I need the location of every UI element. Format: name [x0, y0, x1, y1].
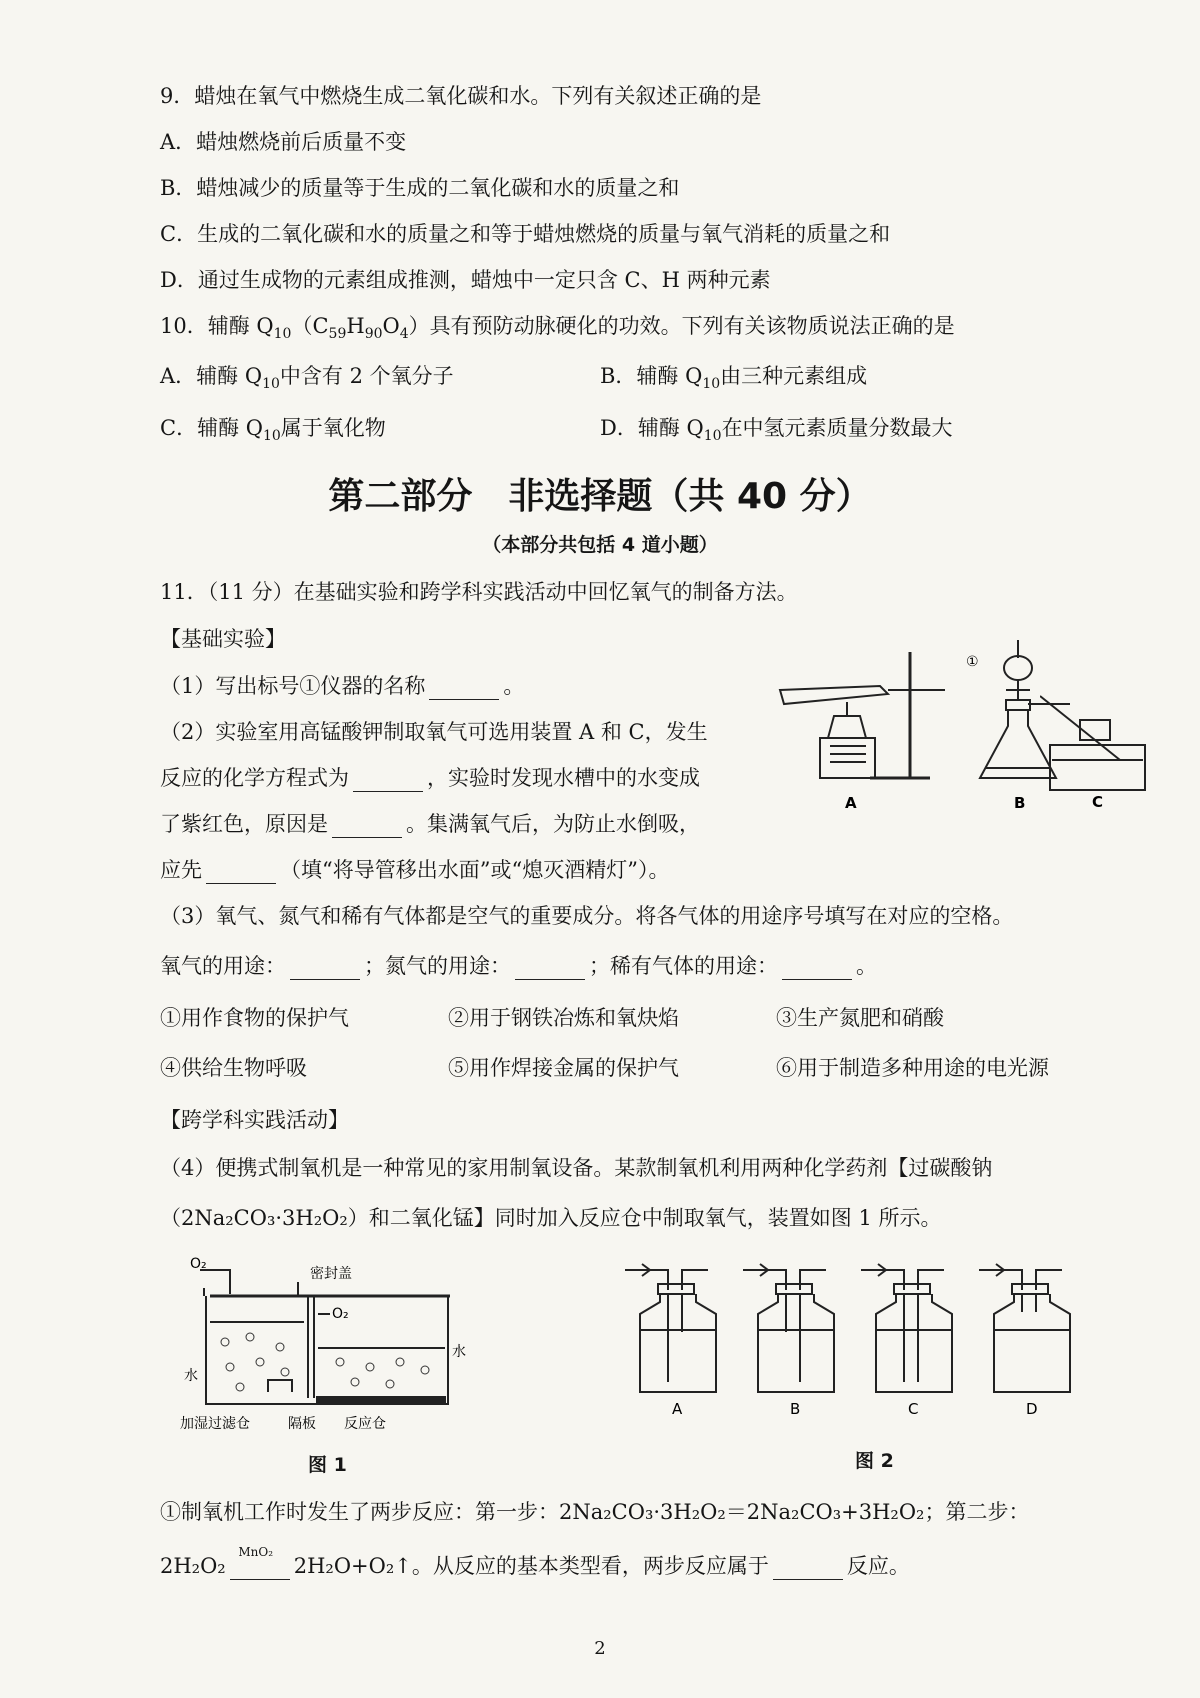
- q11-part3-answers: 氧气的用途： ；氮气的用途： ；稀有气体的用途： 。: [160, 954, 877, 978]
- use-option: ④供给生物呼吸: [160, 1056, 307, 1080]
- separatory-funnel: [1004, 656, 1032, 680]
- reagent-layer: [316, 1396, 446, 1403]
- use-option: ②用于钢铁冶炼和氧炔焰: [448, 1006, 679, 1030]
- figure-2-caption: 图 2: [855, 1450, 894, 1472]
- q9-stem: 9．蜡烛在氧气中燃烧生成二氧化碳和水。下列有关叙述正确的是: [160, 84, 762, 108]
- q11-part4-line1: （4）便携式制氧机是一种常见的家用制氧设备。某款制氧机利用两种化学药剂【过碳酸钠: [160, 1156, 993, 1180]
- apparatus-label-c: C: [1092, 793, 1104, 811]
- q9-option-c: C．生成的二氧化碳和水的质量之和等于蜡烛燃烧的质量与氧气消耗的质量之和: [160, 222, 891, 246]
- reaction-step-two: 2H₂O₂ MnO₂ 2H₂O+O₂↑。从反应的基本类型看，两步反应属于 反应。: [160, 1545, 910, 1578]
- water-trough: [1050, 745, 1145, 790]
- q11-part1: （1）写出标号①仪器的名称 。: [160, 674, 525, 698]
- use-option: ①用作食物的保护气: [160, 1006, 349, 1030]
- o2-outlet-label: O₂: [190, 1256, 207, 1272]
- answer-blank[interactable]: [773, 1559, 843, 1580]
- q11-part2-line2: 反应的化学方程式为 ，实验时发现水槽中的水变成: [160, 766, 700, 790]
- gas-washing-bottles-figure: [620, 1262, 1080, 1427]
- q11-part2-line3: 了紫红色，原因是 。集满氧气后，为防止水倒吸，: [160, 812, 700, 836]
- q11-part4-line2: （2Na₂CO₃·3H₂O₂）和二氧化锰】同时加入反应仓中制取氧气，装置如图 1 所示。: [160, 1206, 942, 1230]
- q10-option-c: C．辅酶 $Q_{10}$属于氧化物: [160, 416, 386, 445]
- bottle-a: [625, 1264, 716, 1392]
- reactor-label: 反应仓: [344, 1416, 386, 1432]
- part2-title: 第二部分 非选择题（共 40 分）: [328, 476, 872, 517]
- bottle-label-b: B: [790, 1400, 801, 1418]
- q10-option-a: A．辅酶 $Q_{10}$中含有 2 个氧分子: [160, 364, 454, 393]
- answer-blank[interactable]: [206, 863, 276, 884]
- filter-chamber-label: 加湿过滤仓: [180, 1416, 250, 1432]
- figure-1-caption: 图 1: [308, 1454, 347, 1476]
- water-right-label: 水: [452, 1344, 466, 1360]
- q11-part3: （3）氧气、氮气和稀有气体都是空气的重要成分。将各气体的用途序号填写在对应的空格。: [160, 904, 1014, 928]
- answer-blank[interactable]: [353, 771, 423, 792]
- test-tube: [780, 686, 888, 704]
- catalyst-condition: MnO₂: [226, 1552, 294, 1580]
- use-option: ⑤用作焊接金属的保护气: [448, 1056, 679, 1080]
- apparatus-label-b: B: [1014, 794, 1026, 812]
- lid-label: 密封盖: [310, 1266, 352, 1282]
- apparatus-label-a: A: [845, 794, 857, 812]
- q9-option-d: D．通过生成物的元素组成推测，蜡烛中一定只含 C、H 两种元素: [160, 268, 771, 292]
- q11-part2-line4: 应先 （填“将导管移出水面”或“熄灭酒精灯”）。: [160, 858, 670, 882]
- bottle-d: [979, 1264, 1070, 1392]
- q11-stem: 11．（11 分）在基础实验和跨学科实践活动中回忆氧气的制备方法。: [160, 580, 798, 604]
- q10-option-b: B．辅酶 $Q_{10}$由三种元素组成: [600, 364, 868, 393]
- burner-block: [820, 738, 875, 778]
- q9-option-a: A．蜡烛燃烧前后质量不变: [160, 130, 407, 154]
- bottle-label-a: A: [672, 1400, 683, 1418]
- bottle-label-c: C: [908, 1400, 919, 1418]
- part2-subtitle: （本部分共包括 4 道小题）: [482, 534, 718, 556]
- answer-blank[interactable]: [515, 959, 585, 980]
- cross-discipline-heading: 【跨学科实践活动】: [160, 1108, 349, 1132]
- use-option: ③生产氮肥和硝酸: [776, 1006, 944, 1030]
- q11-part2-line1: （2）实验室用高锰酸钾制取氧气可选用装置 A 和 C，发生: [160, 720, 708, 744]
- answer-blank[interactable]: [290, 959, 360, 980]
- q10-stem: 10．辅酶 $Q_{10}(C_{59}H_{90}O_4)$具有预防动脉硬化的功效。下列有关该物质说法正确的是: [160, 314, 955, 343]
- partition-label: 隔板: [288, 1416, 316, 1432]
- answer-blank[interactable]: [429, 679, 499, 700]
- q10-option-d: D．辅酶 $Q_{10}$在中氢元素质量分数最大: [600, 416, 953, 445]
- water-trough-figure: [1040, 690, 1150, 815]
- use-option: ⑥用于制造多种用途的电光源: [776, 1056, 1049, 1080]
- water-left-label: 水: [184, 1368, 198, 1384]
- bottle-b: [743, 1264, 834, 1392]
- o2-inlet-label: O₂: [332, 1306, 349, 1322]
- bottle-label-d: D: [1026, 1400, 1038, 1418]
- answer-blank[interactable]: [782, 959, 852, 980]
- apparatus-mark: ①: [966, 654, 979, 670]
- reaction-step-line: ①制氧机工作时发生了两步反应：第一步：2Na₂CO₃·3H₂O₂＝2Na₂CO₃+3H₂O₂；第二步：: [160, 1500, 1030, 1524]
- alcohol-lamp: [828, 716, 866, 738]
- answer-blank[interactable]: [332, 817, 402, 838]
- q9-option-b: B．蜡烛减少的质量等于生成的二氧化碳和水的质量之和: [160, 176, 680, 200]
- basic-experiment-heading: 【基础实验】: [160, 627, 286, 651]
- oxygen-generator-figure: [180, 1252, 470, 1442]
- bottle-c: [861, 1264, 952, 1392]
- page-number: 2: [594, 1638, 606, 1659]
